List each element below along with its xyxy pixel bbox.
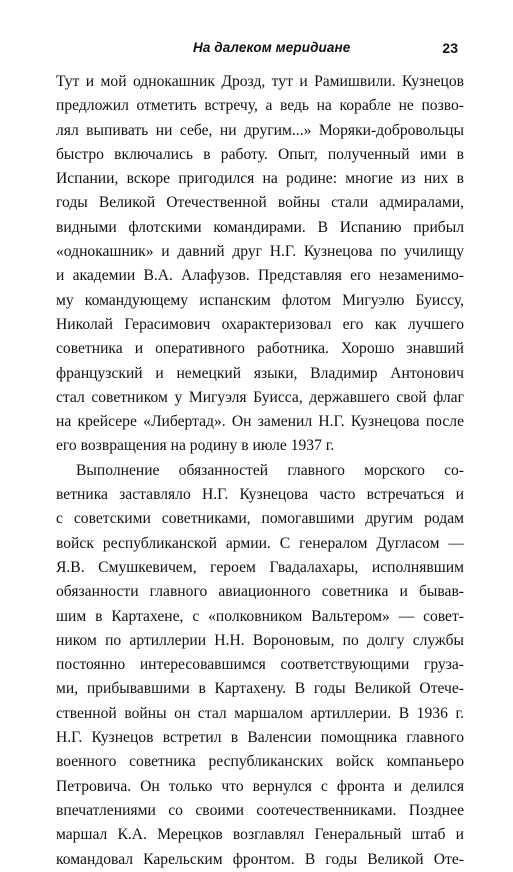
text-line: Николай Герасимович охарактеризовал его как лучшего [56, 315, 464, 333]
text-line: впечатлениями со своими соотечественниками. Позднее [56, 801, 464, 819]
text-line: советника и оперативного работника. Хорошо знавший [56, 340, 464, 358]
text-line: французский и немецкий языки, Владимир Антонович [56, 364, 464, 382]
running-title: На далеком меридиане [193, 40, 351, 55]
text-line: ми, прибывавшими в Картахену. В годы Великой Отече- [56, 680, 464, 698]
text-line: «однокашник» и давний друг Н.Г. Кузнецова по училищу [56, 243, 464, 261]
text-line: войск республиканской армии. С генералом Дугласом — [56, 534, 464, 552]
text-line: быстро включались в работу. Опыт, полученный ими в [56, 145, 464, 163]
text-line: командовал Карельским фронтом. В годы Великой Оте- [56, 850, 464, 868]
paragraph-1 [56, 70, 464, 459]
text-line: на крейсере «Либертад». Он заменил Н.Г. Кузнецова после [56, 413, 464, 431]
text-line: военного советника республиканских войск компаньеро [56, 753, 464, 771]
paragraph-2 [56, 459, 464, 872]
running-header [56, 40, 464, 62]
text-line: Тут и мой однокашник Дрозд, тут и Рамишвили. Кузнецов [56, 73, 464, 90]
text-line: Выполнение обязанностей главного морского со- [76, 461, 464, 479]
text-line: Петровича. Он только что вернулся с фронта и делился [56, 777, 464, 795]
text-line: лял выпивать ни себе, ни другим...» Моряки-добровольцы [56, 121, 464, 139]
page-number: 23 [442, 40, 458, 56]
text-line: предложил отметить встречу, а ведь на корабле не позво- [56, 97, 464, 115]
body-text [56, 70, 464, 872]
text-line: ветника заставляло Н.Г. Кузнецова часто встречаться и [56, 486, 464, 504]
text-line: ственной войны он стал маршалом артиллерии. В 1936 г. [56, 704, 464, 722]
text-line: шим в Картахене, с «полковником Вальтером» — совет- [56, 607, 464, 625]
text-line: и академии В.А. Алафузов. Представляя его незаменимо- [56, 267, 464, 285]
text-line: видными флотскими командирами. В Испанию прибыл [56, 218, 464, 236]
text-line: стал советником у Мигуэля Буисса, державшего свой флаг [56, 388, 464, 406]
text-line: Н.Г. Кузнецов встретил в Валенсии помощника главного [56, 729, 464, 747]
text-line: ником по артиллерии Н.Н. Вороновым, по долгу службы [56, 631, 464, 649]
text-line: Я.В. Смушкевичем, героем Гвадалахары, исполнявшим [56, 558, 464, 576]
text-line: его возвращения на родину в июле 1937 г. [56, 437, 335, 455]
text-line: с советскими советниками, помогавшими другим родам [56, 510, 464, 528]
text-line: маршал К.А. Мерецков возглавлял Генеральный штаб и [56, 826, 464, 844]
text-line: постоянно интересовавшимся соответствующими груза- [56, 656, 464, 674]
text-line: му командующему испанским флотом Мигуэлю Буиссу, [56, 291, 464, 309]
text-line: обязанности главного авиационного советника и бывав- [56, 583, 464, 601]
text-line: Испании, вскоре пригодился на родине: многие из них в [56, 170, 464, 188]
text-line: годы Великой Отечественной войны стали адмиралами, [56, 194, 464, 212]
